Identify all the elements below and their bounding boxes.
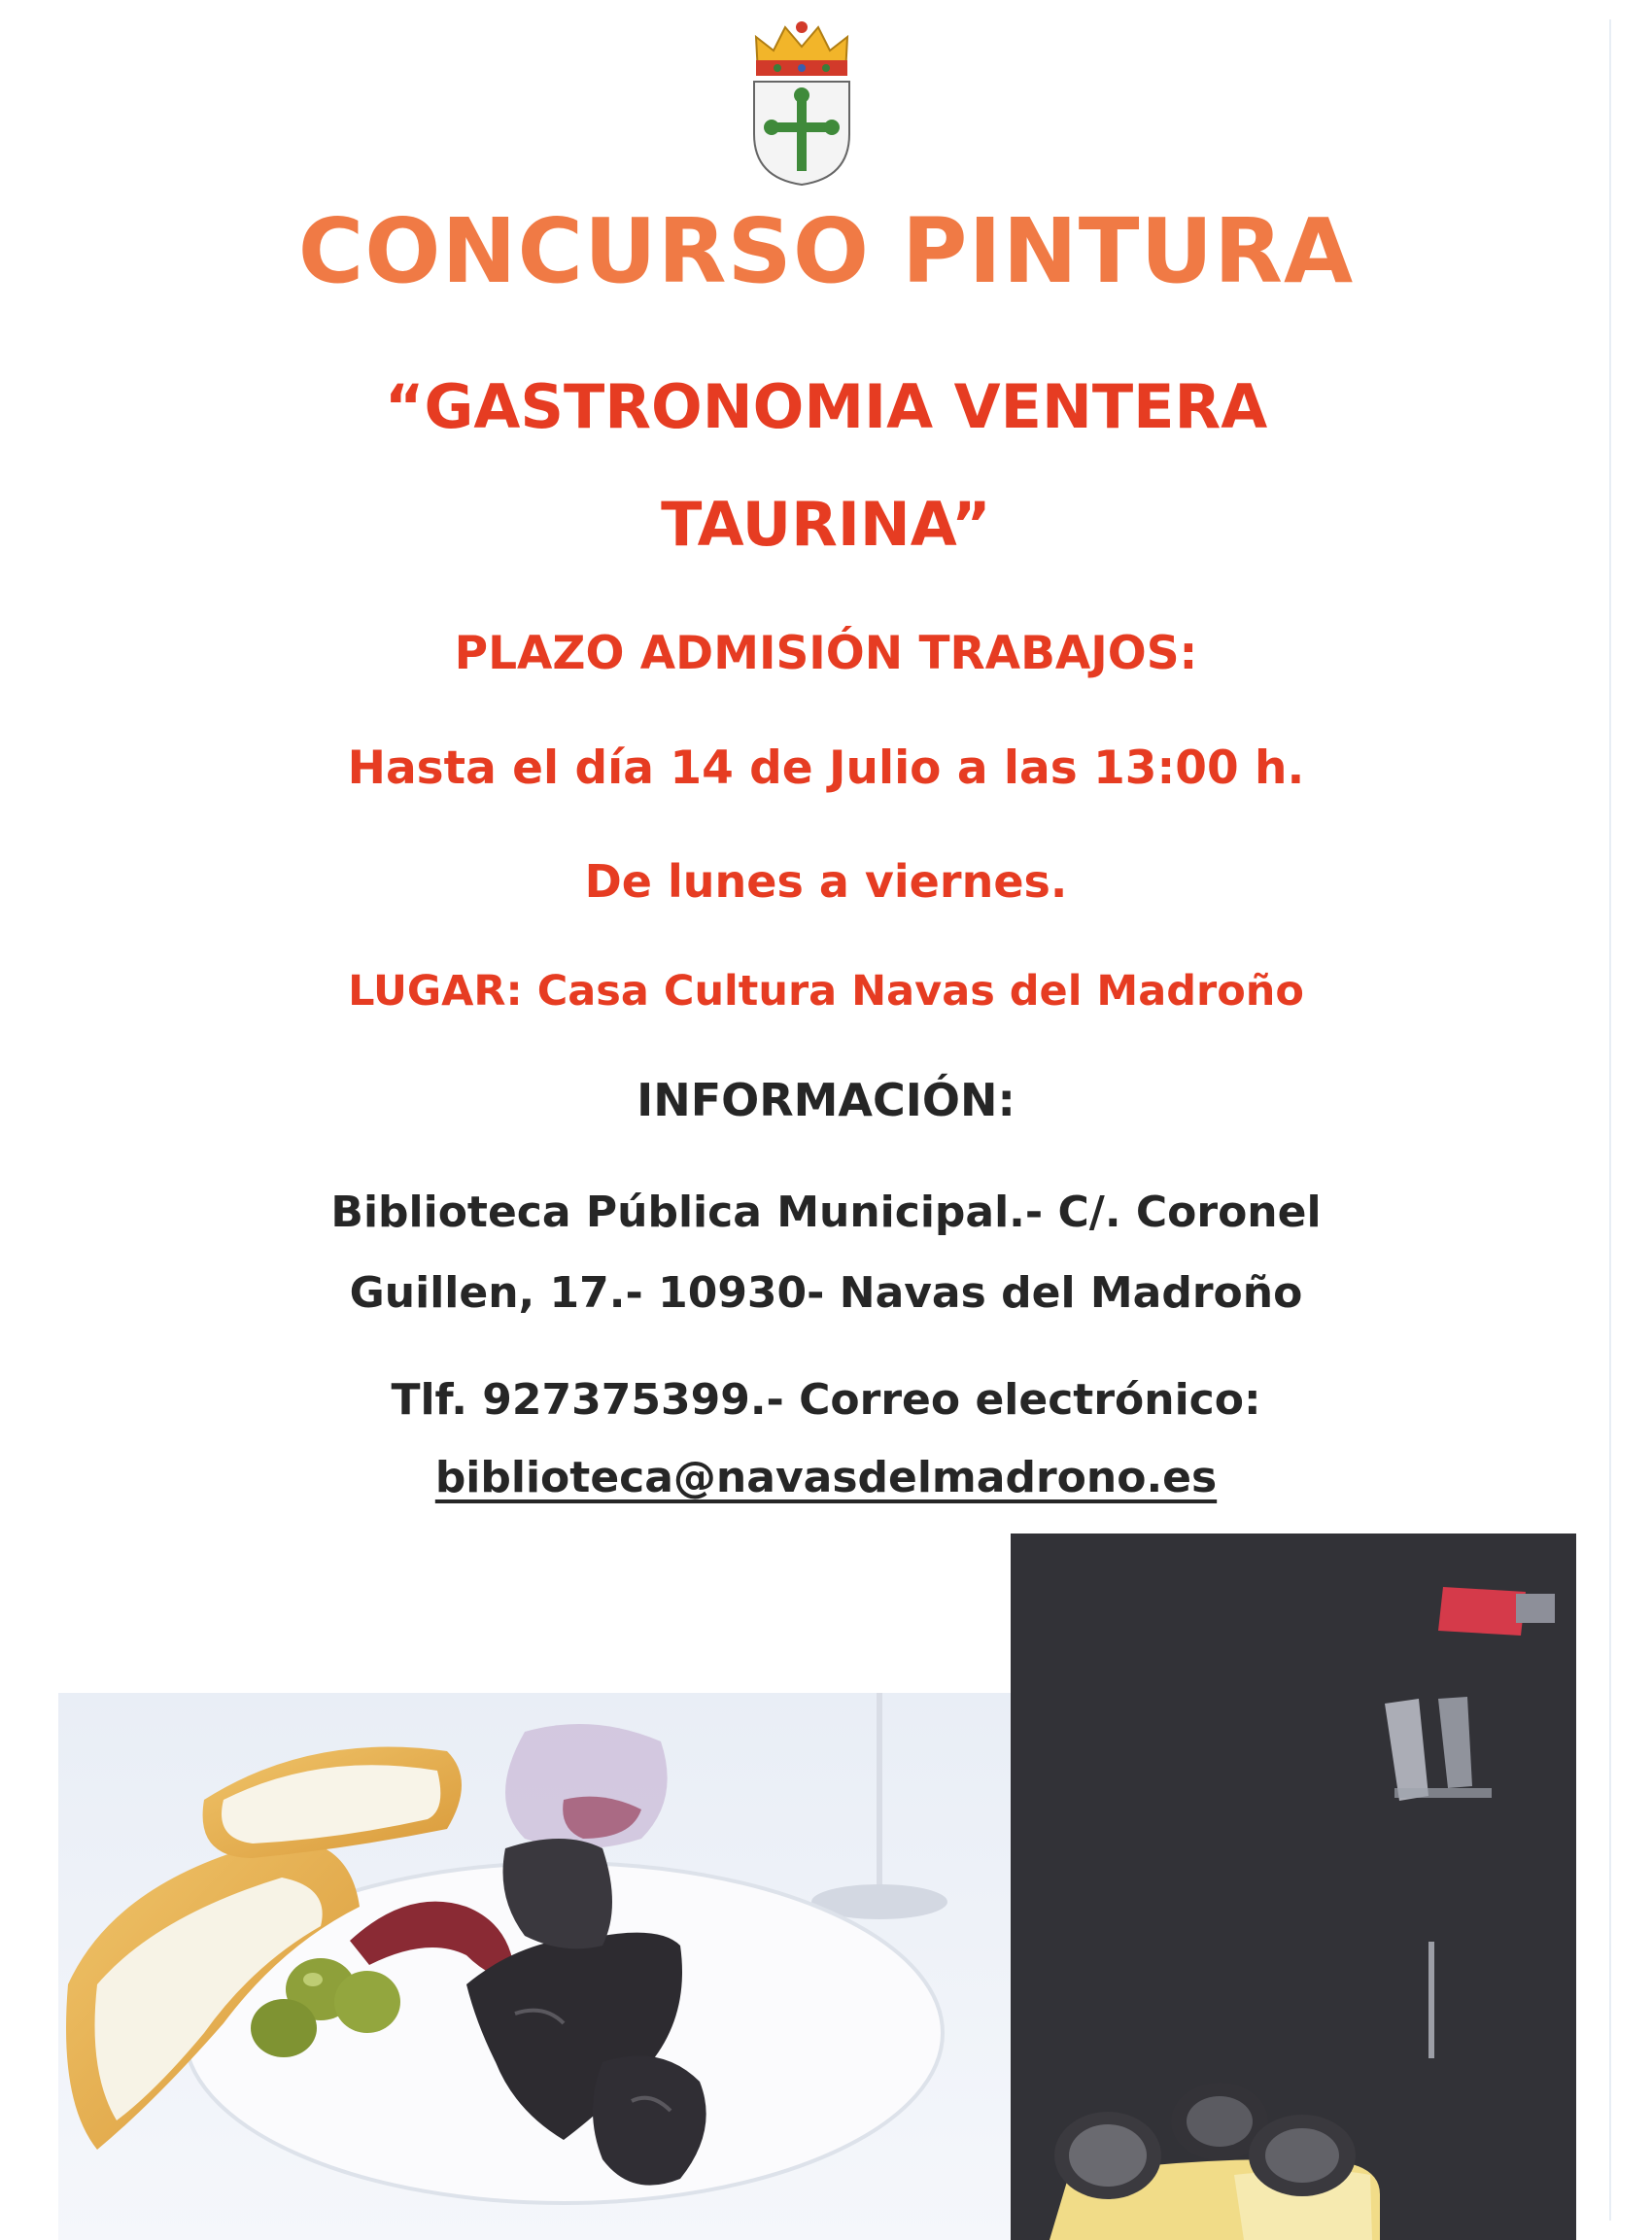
days-text: De lunes a viernes. <box>584 855 1068 908</box>
subtitle-line-2: TAURINA” <box>661 489 991 560</box>
deadline-text: Hasta el día 14 de Julio a las 13:00 h. <box>347 741 1305 795</box>
poster-title: CONCURSO PINTURA <box>297 199 1355 303</box>
phone-line: Tlf. 927375399.- Correo electrónico: <box>391 1375 1261 1425</box>
email-link[interactable]: biblioteca@navasdelmadrono.es <box>434 1453 1218 1502</box>
place-value: Casa Cultura Navas del Madroño <box>536 967 1304 1016</box>
place-label: LUGAR: <box>348 967 523 1016</box>
place-line <box>0 967 1652 1016</box>
subtitle-line-1: “GASTRONOMIA VENTERA <box>384 371 1268 442</box>
address-line-1: Biblioteca Pública Municipal.- C/. Coronel <box>330 1188 1322 1237</box>
deadline-heading: PLAZO ADMISIÓN TRABAJOS: <box>454 627 1198 680</box>
coat-of-arms-icon <box>748 17 855 188</box>
info-heading: INFORMACIÓN: <box>637 1074 1015 1126</box>
food-photo-right <box>1011 1534 1576 2240</box>
address-line-2: Guillen, 17.- 10930- Navas del Madroño <box>349 1268 1303 1318</box>
food-photo-left <box>58 1693 1011 2240</box>
